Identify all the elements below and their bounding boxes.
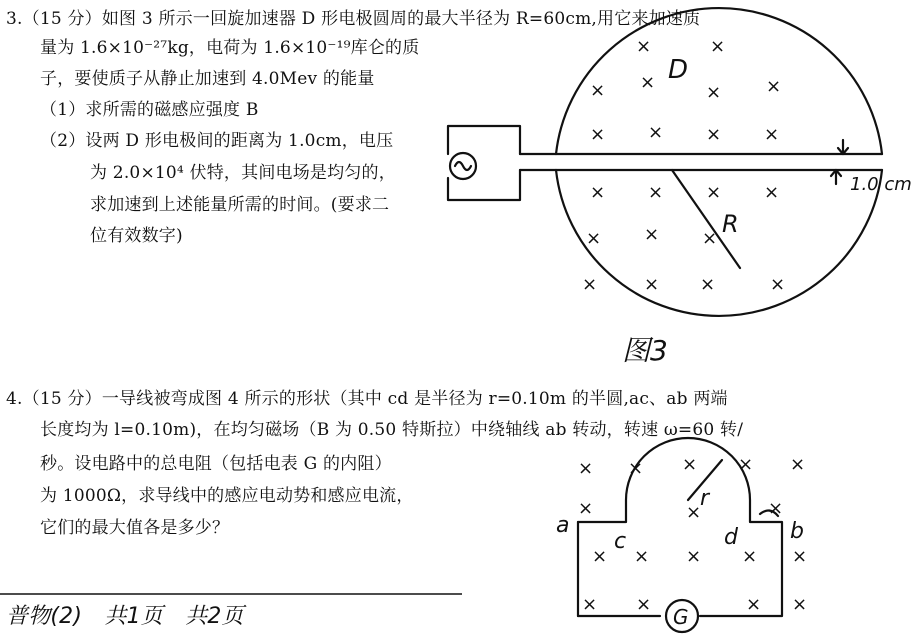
label-c: c: [614, 529, 627, 554]
q3-line-6: 为 2.0×10⁴ 伏特，其间电场是均匀的，: [90, 163, 396, 183]
field-mark: ×: [766, 76, 782, 97]
label-b: b: [790, 519, 804, 544]
field-mark: ×: [648, 182, 664, 203]
q3-line-3: 子，要使质子从静止加速到 4.0Mev 的能量: [40, 69, 375, 89]
field-mark: ×: [644, 274, 660, 295]
q4-line-2: 长度均为 l=0.10m)，在均匀磁场（B 为 0.50 特斯拉）中绕轴线 ab 转动，转速 ω=60 转/: [40, 420, 744, 440]
field-mark: ×: [648, 122, 664, 143]
field-marks-q4: [578, 454, 807, 615]
q3-line-5: （2）设两 D 形电极间的距离为 1.0cm，电压: [40, 131, 394, 151]
field-mark: ×: [682, 454, 698, 475]
field-mark: ×: [702, 228, 718, 249]
d-label: D: [668, 55, 689, 85]
field-mark: ×: [792, 546, 808, 567]
field-mark: ×: [706, 182, 722, 203]
label-d: d: [724, 525, 738, 550]
field-mark: ×: [764, 182, 780, 203]
footer-note: 普物(2) 共1页 共2页: [6, 604, 244, 629]
field-mark: ×: [590, 124, 606, 145]
q4-line-5: 它们的最大值各是多少？: [40, 518, 230, 538]
q3-line-4: （1）求所需的磁感应强度 B: [40, 100, 259, 120]
q4-line-1: 4.（15 分）一导线被弯成图 4 所示的形状（其中 cd 是半径为 r=0.10m 的半圆,ac、ab 两端: [6, 389, 728, 409]
field-mark: ×: [582, 274, 598, 295]
q4-line-4: 为 1000Ω，求导线中的感应电动势和感应电流，: [40, 486, 414, 506]
label-a: a: [556, 513, 570, 538]
field-mark: ×: [768, 498, 784, 519]
field-mark: ×: [590, 80, 606, 101]
q3-line-2: 量为 1.6×10⁻²⁷kg，电荷为 1.6×10⁻¹⁹库仑的质: [40, 38, 420, 58]
q4-line-3: 秒。设电路中的总电阻（包括电表 G 的内阻）: [40, 454, 392, 474]
meter-label: G: [673, 605, 689, 629]
field-mark: ×: [644, 224, 660, 245]
field-mark: ×: [792, 594, 808, 615]
radius-label-r: r: [700, 486, 710, 511]
field-mark: ×: [746, 594, 762, 615]
field-mark: ×: [592, 546, 608, 567]
field-mark: ×: [634, 546, 650, 567]
galvanometer-icon: [666, 600, 698, 632]
field-mark: ×: [770, 274, 786, 295]
field-mark: ×: [686, 502, 702, 523]
field-mark: ×: [706, 124, 722, 145]
field-mark: ×: [636, 36, 652, 57]
field-mark: ×: [578, 458, 594, 479]
field-mark: ×: [738, 454, 754, 475]
q3-line-8: 位有效数字): [90, 226, 183, 246]
field-mark: ×: [764, 124, 780, 145]
radius-label: R: [722, 210, 739, 238]
field-mark: ×: [586, 228, 602, 249]
field-mark: ×: [686, 546, 702, 567]
field-mark: ×: [628, 458, 644, 479]
q3-line-7: 求加速到上述能量所需的时间。(要求二: [90, 195, 390, 215]
field-mark: ×: [790, 454, 806, 475]
field-mark: ×: [700, 274, 716, 295]
field-mark: ×: [640, 72, 656, 93]
field-mark: ×: [710, 36, 726, 57]
field-mark: ×: [742, 546, 758, 567]
q3-line-1: 3.（15 分）如图 3 所示一回旋加速器 D 形电极圆周的最大半径为 R=60cm,用它来加速质: [6, 9, 701, 29]
field-mark: ×: [706, 82, 722, 103]
gap-label: 1.0 cm: [850, 174, 912, 195]
field-mark: ×: [578, 498, 594, 519]
field-mark: ×: [636, 594, 652, 615]
figure-3-caption: 图3: [622, 334, 668, 367]
field-mark: ×: [590, 182, 606, 203]
field-mark: ×: [582, 594, 598, 615]
